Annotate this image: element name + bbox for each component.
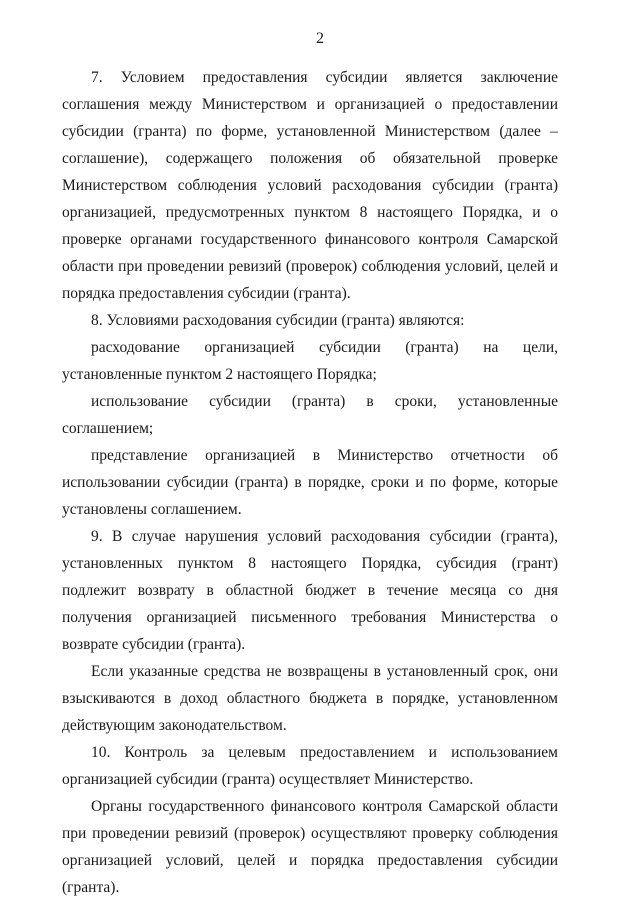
document-body — [62, 64, 558, 901]
paragraph-8: 8. Условиями расходования субсидии (гранта) являются: — [91, 312, 465, 329]
paragraph-8-condition-2: использование субсидии (гранта) в сроки, установленные соглашением; — [62, 393, 558, 437]
paragraph-7: 7. Условием предоставления субсидии является заключение соглашения между Министерством и организацией о предоставлении субсидии (гранта) по форме, установленной Министерством (далее – соглашение), содержащего положения об обязательной проверке Министерством соблюдения условий расходования субсидии (гранта) организацией, предусмотренных пунктом 8 настоящего Порядка, и о проверке органами государственного финансового контроля Самарской области при проведении ревизий (проверок) соблюдения условий, целей и порядка предоставления субсидии (гранта). — [62, 69, 558, 302]
paragraph-10-continued: Органы государственного финансового контроля Самарской области при проведении ревизий (проверок) осуществляют проверку соблюдения организацией условий, целей и порядка предоставления субсидии (гранта). — [62, 798, 558, 896]
paragraph-9-continued: Если указанные средства не возвращены в установленный срок, они взыскиваются в доход областного бюджета в порядке, установленном действующим законодательством. — [62, 663, 558, 734]
paragraph-8-condition-3: представление организацией в Министерство отчетности об использовании субсидии (гранта) в порядке, сроки и по форме, которые установлены соглашением. — [62, 447, 558, 518]
page-number: 2 — [316, 30, 324, 47]
paragraph-9: 9. В случае нарушения условий расходования субсидии (гранта), установленных пунктом 8 настоящего Порядка, субсидия (грант) подлежит возврату в областной бюджет в течение месяца со дня получения организацией письменного требования Министерства о возврате субсидии (гранта). — [62, 528, 558, 653]
paragraph-8-condition-1: расходование организацией субсидии (гранта) на цели, установленные пунктом 2 настоящего Порядка; — [62, 339, 558, 383]
paragraph-10: 10. Контроль за целевым предоставлением и использованием организацией субсидии (гранта) осуществляет Министерство. — [62, 744, 558, 788]
